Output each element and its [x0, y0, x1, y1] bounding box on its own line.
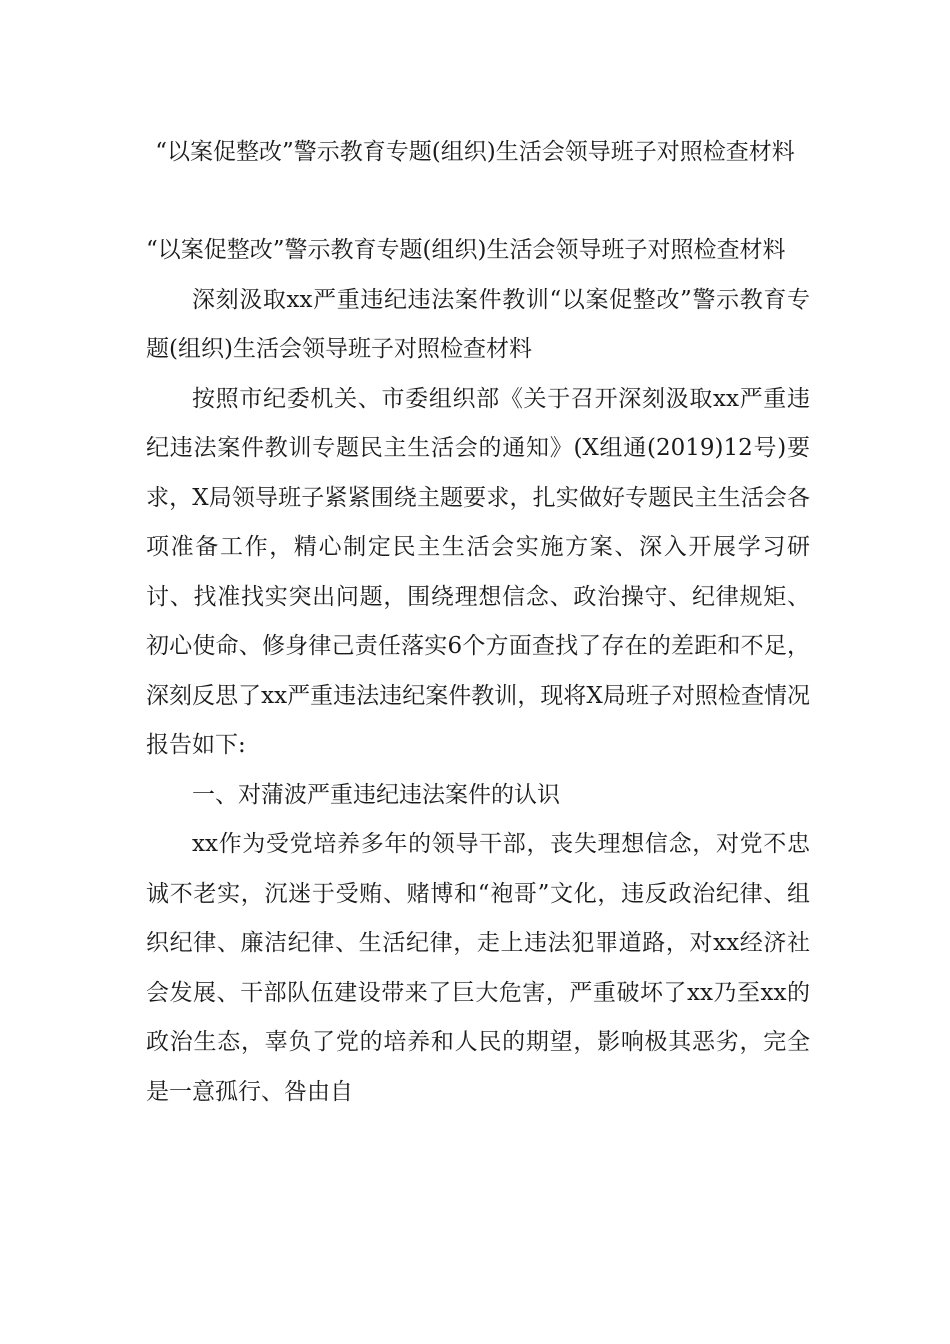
section-heading: 一、对蒲波严重违纪违法案件的认识 [192, 781, 560, 808]
body-paragraph: xx作为受党培养多年的领导干部，丧失理想信念，对党不忠诚不老实，沉迷于受贿、赌博和“袍哥”文化，违反政治纪律、组织纪律、廉洁纪律、生活纪律，走上违法犯罪道路，对xx经济社会发展、干部队伍建设带来了巨大危害，严重破坏了xx乃至xx的政治生态，辜负了党的培养和人民的期望，影响极其恶劣，完全是一意孤行、咎由自 [146, 831, 810, 1105]
repeated-title-paragraph: “以案促整改”警示教育专题(组织)生活会领导班子对照检查材料 [146, 237, 786, 263]
document-body [146, 226, 810, 1117]
intro-paragraph: 按照市纪委机关、市委组织部《关于召开深刻汲取xx严重违纪违法案件教训专题民主生活会的通知》(X组通(2019)12号)要求，X局领导班子紧紧围绕主题要求，扎实做好专题民主生活会各项准备工作，精心制定民主生活会实施方案、深入开展学习研讨、找准找实突出问题，围绕理想信念、政治操守、纪律规矩、初心使命、修身律己责任落实6个方面查找了存在的差距和不足，深刻反思了xx严重违法违纪案件教训，现将X局班子对照检查情况报告如下: [146, 385, 810, 758]
subtitle-paragraph: 深刻汲取xx严重违纪违法案件教训“以案促整改”警示教育专题(组织)生活会领导班子对照检查材料 [146, 286, 810, 362]
document-title: “以案促整改”警示教育专题(组织)生活会领导班子对照检查材料 [155, 139, 795, 165]
